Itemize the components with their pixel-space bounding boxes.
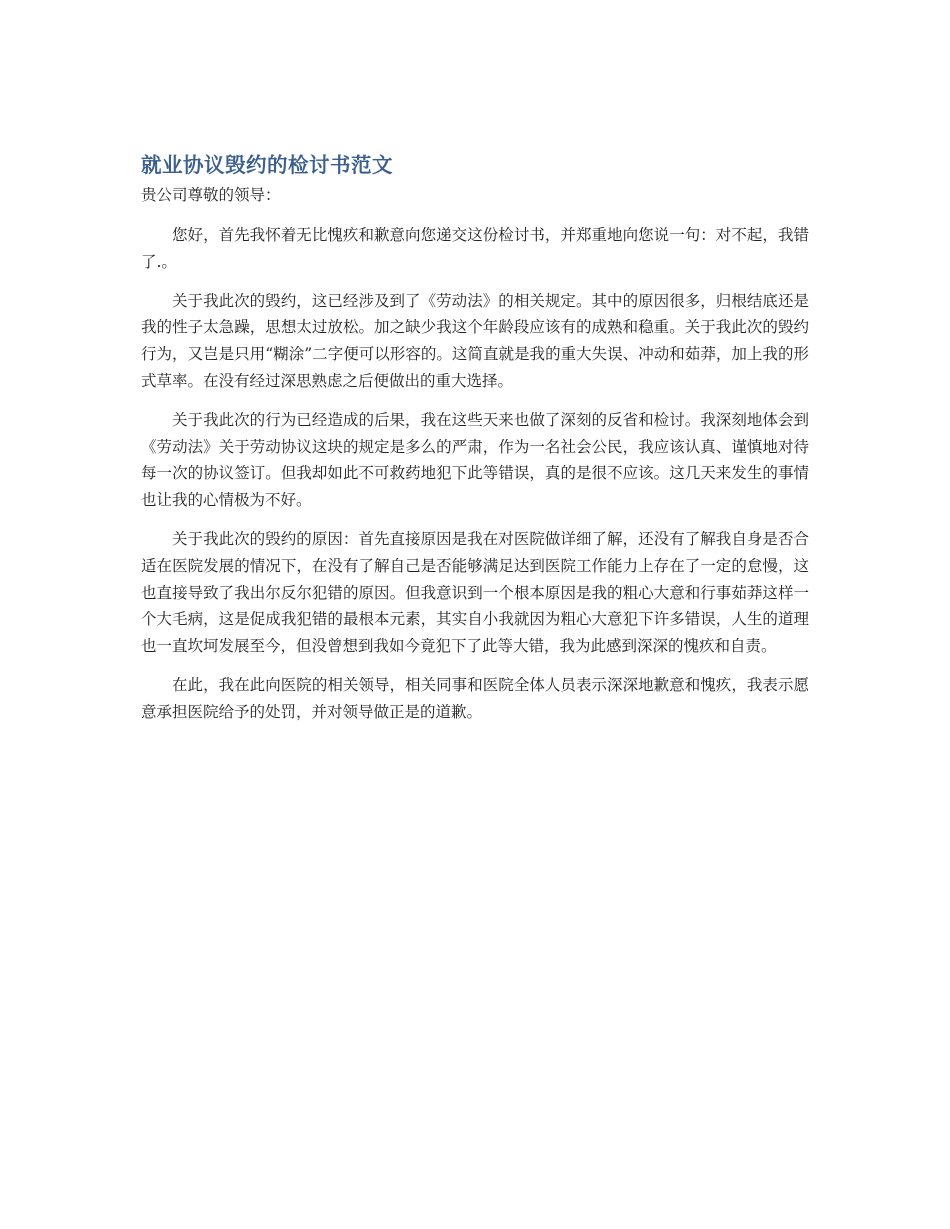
paragraph-apology: 在此，我在此向医院的相关领导，相关同事和医院全体人员表示深深地歉意和愧疚，我表示愿意承担医院给予的处罚，并对领导做正是的道歉。 bbox=[141, 675, 809, 721]
paragraph-greeting: 您好，首先我怀着无比愧疚和歉意向您递交这份检讨书，并郑重地向您说一句：对不起，我错了.。 bbox=[141, 226, 809, 271]
paragraph-causes: 关于我此次的毁约的原因：首先直接原因是我在对医院做详细了解，还没有了解我自身是否合适在医院发展的情况下，在没有了解自己是否能够满足达到医院工作能力上存在了一定的怠慢，这也直接导致了我出尔反尔犯错的原因。但我意识到一个根本原因是我的粗心大意和行事茹莽这样一个大毛病，这是促成我犯错的最根本元素，其实自小我就因为粗心大意犯下许多错误，人生的道理也一直坎坷发展至今，但没曾想到我如今竟犯下了此等大错，我为此感到深深的愧疚和自责。 bbox=[141, 529, 809, 656]
paragraph-consequences: 关于我此次的行为已经造成的后果，我在这些天来也做了深刻的反省和检讨。我深刻地体会到《劳动法》关于劳动协议这块的规定是多么的严肃，作为一名社会公民，我应该认真、谨慎地对待每一次的协议签订。但我却如此不可救药地犯下此等错误，真的是很不应该。这几天来发生的事情也让我的心情极为不好。 bbox=[141, 410, 809, 510]
document-title: 就业协议毁约的检讨书范文 bbox=[141, 153, 393, 177]
document-page bbox=[141, 150, 809, 738]
salutation: 贵公司尊敬的领导： bbox=[141, 186, 281, 204]
paragraph-reason-labor-law: 关于我此次的毁约，这已经涉及到了《劳动法》的相关规定。其中的原因很多，归根结底还是我的性子太急躁，思想太过放松。加之缺少我这个年龄段应该有的成熟和稳重。关于我此次的毁约行为，又岂是只用“糊涂”二字便可以形容的。这简直就是我的重大失误、冲动和茹莽，加上我的形式草率。在没有经过深思熟虑之后便做出的重大选择。 bbox=[141, 291, 809, 390]
